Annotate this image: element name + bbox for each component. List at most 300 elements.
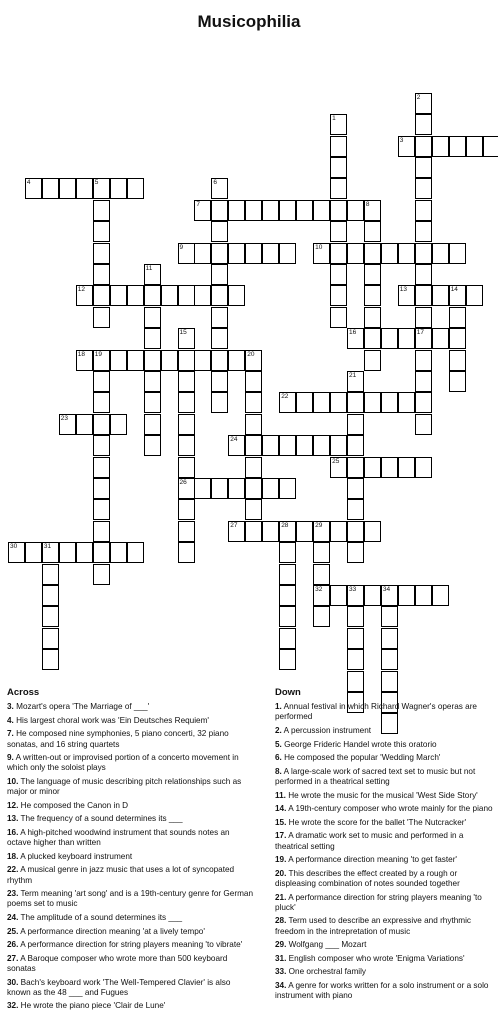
grid-cell[interactable] bbox=[178, 478, 195, 499]
grid-cell[interactable] bbox=[42, 649, 59, 670]
clue-text: He wrote the score for the ballet 'The Nutcracker' bbox=[286, 817, 467, 827]
grid-cell[interactable] bbox=[313, 243, 330, 264]
grid-cell[interactable] bbox=[381, 585, 398, 606]
grid-cell[interactable] bbox=[279, 435, 296, 456]
grid-cell[interactable] bbox=[330, 264, 347, 285]
grid-cell[interactable] bbox=[211, 371, 228, 392]
grid-cell[interactable] bbox=[93, 457, 110, 478]
clue-number: 6 bbox=[213, 179, 218, 187]
grid-cell[interactable] bbox=[211, 243, 228, 264]
grid-cell[interactable] bbox=[364, 243, 381, 264]
grid-cell[interactable] bbox=[449, 243, 466, 264]
grid-cell[interactable] bbox=[194, 200, 211, 221]
grid-cell[interactable] bbox=[110, 285, 127, 306]
grid-cell[interactable] bbox=[245, 200, 262, 221]
grid-cell[interactable] bbox=[93, 435, 110, 456]
grid-cell[interactable] bbox=[330, 392, 347, 413]
grid-cell[interactable] bbox=[330, 435, 347, 456]
down-clue bbox=[275, 981, 495, 1001]
down-clue bbox=[275, 893, 495, 913]
grid-cell[interactable] bbox=[93, 307, 110, 328]
grid-cell[interactable] bbox=[228, 478, 245, 499]
clue-text: Wolfgang ___ Mozart bbox=[286, 940, 367, 950]
clue-number: 3 bbox=[399, 136, 404, 144]
grid-cell[interactable] bbox=[415, 93, 432, 114]
grid-cell[interactable] bbox=[347, 371, 364, 392]
grid-cell[interactable] bbox=[364, 328, 381, 349]
clue-number: 29 bbox=[315, 521, 323, 529]
grid-cell[interactable] bbox=[228, 200, 245, 221]
grid-cell[interactable] bbox=[211, 221, 228, 242]
clue-label: 19. bbox=[275, 855, 287, 865]
across-clue bbox=[7, 828, 255, 848]
grid-cell[interactable] bbox=[415, 350, 432, 371]
grid-cell[interactable] bbox=[110, 542, 127, 563]
clue-number: 8 bbox=[365, 200, 370, 208]
across-clue bbox=[7, 889, 255, 909]
grid-cell[interactable] bbox=[415, 414, 432, 435]
grid-cell[interactable] bbox=[245, 392, 262, 413]
grid-cell[interactable] bbox=[262, 243, 279, 264]
grid-cell[interactable] bbox=[347, 243, 364, 264]
grid-cell[interactable] bbox=[415, 285, 432, 306]
grid-cell[interactable] bbox=[381, 392, 398, 413]
clue-number: 33 bbox=[349, 586, 357, 593]
across-clue bbox=[7, 852, 255, 862]
grid-cell[interactable] bbox=[330, 114, 347, 135]
grid-cell[interactable] bbox=[211, 200, 228, 221]
grid-cell[interactable] bbox=[381, 628, 398, 649]
grid-cell[interactable] bbox=[127, 178, 144, 199]
grid-cell[interactable] bbox=[194, 285, 211, 306]
grid-cell[interactable] bbox=[415, 457, 432, 478]
grid-cell[interactable] bbox=[144, 392, 161, 413]
grid-cell[interactable] bbox=[279, 628, 296, 649]
grid-cell[interactable] bbox=[110, 414, 127, 435]
clue-number: 16 bbox=[349, 329, 357, 337]
down-clue bbox=[275, 791, 495, 801]
clue-number: 2 bbox=[416, 93, 421, 101]
grid-cell[interactable] bbox=[93, 264, 110, 285]
grid-cell[interactable] bbox=[59, 414, 76, 435]
grid-cell[interactable] bbox=[178, 542, 195, 563]
grid-cell[interactable] bbox=[398, 328, 415, 349]
grid-cell[interactable] bbox=[313, 392, 330, 413]
grid-cell[interactable] bbox=[347, 585, 364, 606]
grid-cell[interactable] bbox=[449, 328, 466, 349]
grid-cell[interactable] bbox=[42, 542, 59, 563]
grid-cell[interactable] bbox=[279, 243, 296, 264]
grid-cell[interactable] bbox=[93, 478, 110, 499]
grid-cell[interactable] bbox=[76, 178, 93, 199]
grid-cell[interactable] bbox=[296, 435, 313, 456]
grid-cell[interactable] bbox=[313, 606, 330, 627]
clue-text: A written-out or improvised portion of a concerto movement in which only the soloist plays bbox=[7, 753, 239, 773]
grid-cell[interactable] bbox=[245, 243, 262, 264]
across-clue bbox=[7, 954, 255, 974]
grid-cell[interactable] bbox=[93, 371, 110, 392]
grid-cell[interactable] bbox=[25, 178, 42, 199]
grid-cell[interactable] bbox=[211, 392, 228, 413]
grid-cell[interactable] bbox=[381, 606, 398, 627]
clue-text: He composed the popular 'Wedding March' bbox=[281, 753, 441, 763]
across-clue bbox=[7, 865, 255, 885]
clue-text: Bach's keyboard work 'The Well-Tempered Clavier' is also known as the 48 ___ and Fugues bbox=[7, 977, 231, 997]
grid-cell[interactable] bbox=[144, 435, 161, 456]
across-heading: Across bbox=[7, 687, 40, 698]
grid-cell[interactable] bbox=[76, 285, 93, 306]
down-clue bbox=[275, 767, 495, 787]
grid-cell[interactable] bbox=[211, 178, 228, 199]
grid-cell[interactable] bbox=[59, 178, 76, 199]
grid-cell[interactable] bbox=[330, 307, 347, 328]
grid-cell[interactable] bbox=[364, 307, 381, 328]
grid-cell[interactable] bbox=[364, 221, 381, 242]
clue-number: 18 bbox=[77, 350, 86, 358]
clue-label: 24. bbox=[7, 912, 19, 922]
grid-cell[interactable] bbox=[398, 392, 415, 413]
grid-cell[interactable] bbox=[178, 435, 195, 456]
clue-number: 19 bbox=[94, 350, 103, 358]
grid-cell[interactable] bbox=[347, 392, 364, 413]
grid-cell[interactable] bbox=[330, 221, 347, 242]
clue-number: 17 bbox=[416, 329, 425, 337]
grid-cell[interactable] bbox=[398, 136, 415, 157]
grid-cell[interactable] bbox=[415, 178, 432, 199]
grid-cell[interactable] bbox=[211, 328, 228, 349]
grid-cell[interactable] bbox=[245, 478, 262, 499]
grid-cell[interactable] bbox=[76, 350, 93, 371]
clue-text: A 19th-century composer who wrote mainly for the piano bbox=[286, 804, 493, 814]
grid-cell[interactable] bbox=[330, 521, 347, 542]
down-clue bbox=[275, 940, 495, 950]
grid-cell[interactable] bbox=[296, 392, 313, 413]
grid-cell[interactable] bbox=[279, 649, 296, 670]
clue-text: Mozart's opera 'The Marriage of ___' bbox=[13, 702, 150, 712]
grid-cell[interactable] bbox=[330, 457, 347, 478]
grid-cell[interactable] bbox=[211, 285, 228, 306]
grid-cell[interactable] bbox=[42, 178, 59, 199]
grid-cell[interactable] bbox=[364, 457, 381, 478]
grid-cell[interactable] bbox=[432, 136, 449, 157]
grid-cell[interactable] bbox=[398, 585, 415, 606]
grid-cell[interactable] bbox=[449, 350, 466, 371]
grid-cell[interactable] bbox=[127, 350, 144, 371]
grid-cell[interactable] bbox=[8, 542, 25, 563]
clue-text: The language of music describing pitch relationships such as major or minor bbox=[7, 776, 242, 797]
grid-cell[interactable] bbox=[42, 585, 59, 606]
grid-cell[interactable] bbox=[415, 114, 432, 135]
grid-cell[interactable] bbox=[42, 564, 59, 585]
clue-text: One orchestral family bbox=[286, 967, 367, 977]
grid-cell[interactable] bbox=[161, 285, 178, 306]
grid-cell[interactable] bbox=[330, 136, 347, 157]
grid-cell[interactable] bbox=[398, 243, 415, 264]
grid-cell[interactable] bbox=[194, 478, 211, 499]
grid-cell[interactable] bbox=[415, 264, 432, 285]
grid-cell[interactable] bbox=[211, 350, 228, 371]
grid-cell[interactable] bbox=[93, 414, 110, 435]
grid-cell[interactable] bbox=[313, 585, 330, 606]
grid-cell[interactable] bbox=[228, 435, 245, 456]
grid-cell[interactable] bbox=[330, 157, 347, 178]
clue-text: He wrote the music for the musical 'West Side Story' bbox=[285, 790, 478, 800]
clue-number: 1 bbox=[332, 115, 336, 123]
clue-text: A Baroque composer who wrote more than 500 keyboard sonatas bbox=[7, 953, 228, 973]
grid-cell[interactable] bbox=[313, 521, 330, 542]
grid-cell[interactable] bbox=[364, 285, 381, 306]
grid-cell[interactable] bbox=[144, 264, 161, 285]
grid-cell[interactable] bbox=[211, 307, 228, 328]
clue-label: 6. bbox=[275, 753, 282, 763]
grid-cell[interactable] bbox=[144, 414, 161, 435]
grid-cell[interactable] bbox=[93, 521, 110, 542]
grid-cell[interactable] bbox=[262, 200, 279, 221]
grid-cell[interactable] bbox=[245, 457, 262, 478]
grid-cell[interactable] bbox=[415, 157, 432, 178]
across-clue bbox=[7, 913, 255, 923]
grid-cell[interactable] bbox=[245, 371, 262, 392]
grid-cell[interactable] bbox=[178, 350, 195, 371]
grid-cell[interactable] bbox=[279, 200, 296, 221]
grid-cell[interactable] bbox=[381, 243, 398, 264]
grid-cell[interactable] bbox=[432, 285, 449, 306]
grid-cell[interactable] bbox=[381, 457, 398, 478]
down-clue bbox=[275, 740, 495, 750]
clue-number: 32 bbox=[315, 586, 323, 593]
grid-cell[interactable] bbox=[178, 392, 195, 413]
grid-cell[interactable] bbox=[279, 478, 296, 499]
grid-cell[interactable] bbox=[279, 606, 296, 627]
grid-cell[interactable] bbox=[415, 200, 432, 221]
grid-cell[interactable] bbox=[76, 542, 93, 563]
grid-cell[interactable] bbox=[245, 521, 262, 542]
grid-cell[interactable] bbox=[245, 435, 262, 456]
grid-cell[interactable] bbox=[398, 285, 415, 306]
grid-cell[interactable] bbox=[347, 628, 364, 649]
grid-cell[interactable] bbox=[93, 178, 110, 199]
grid-cell[interactable] bbox=[449, 307, 466, 328]
grid-cell[interactable] bbox=[347, 328, 364, 349]
grid-cell[interactable] bbox=[178, 499, 195, 520]
grid-cell[interactable] bbox=[364, 350, 381, 371]
grid-cell[interactable] bbox=[296, 200, 313, 221]
grid-cell[interactable] bbox=[228, 243, 245, 264]
grid-cell[interactable] bbox=[449, 285, 466, 306]
grid-cell[interactable] bbox=[466, 285, 483, 306]
grid-cell[interactable] bbox=[330, 585, 347, 606]
grid-cell[interactable] bbox=[110, 178, 127, 199]
across-clue bbox=[7, 814, 255, 824]
grid-cell[interactable] bbox=[178, 285, 195, 306]
grid-cell[interactable] bbox=[161, 350, 178, 371]
grid-cell[interactable] bbox=[466, 136, 483, 157]
across-clue bbox=[7, 1001, 255, 1011]
grid-cell[interactable] bbox=[415, 328, 432, 349]
clue-text: A percussion instrument bbox=[281, 726, 372, 735]
grid-cell[interactable] bbox=[364, 392, 381, 413]
grid-cell[interactable] bbox=[330, 200, 347, 221]
grid-cell[interactable] bbox=[93, 285, 110, 306]
grid-cell[interactable] bbox=[313, 564, 330, 585]
grid-cell[interactable] bbox=[364, 585, 381, 606]
grid-cell[interactable] bbox=[178, 328, 195, 349]
grid-cell[interactable] bbox=[313, 542, 330, 563]
clue-number: 31 bbox=[43, 543, 52, 551]
grid-cell[interactable] bbox=[364, 264, 381, 285]
clue-text: A dramatic work set to music and performed in a theatrical setting bbox=[275, 831, 464, 851]
clue-label: 14. bbox=[275, 804, 287, 814]
grid-cell[interactable] bbox=[347, 414, 364, 435]
grid-cell[interactable] bbox=[228, 350, 245, 371]
grid-cell[interactable] bbox=[93, 499, 110, 520]
grid-cell[interactable] bbox=[432, 585, 449, 606]
grid-cell[interactable] bbox=[381, 328, 398, 349]
grid-cell[interactable] bbox=[347, 499, 364, 520]
grid-cell[interactable] bbox=[483, 136, 498, 157]
clue-label: 3. bbox=[7, 702, 14, 712]
clue-text: He wrote the piano piece 'Clair de Lune' bbox=[18, 1001, 166, 1011]
grid-cell[interactable] bbox=[211, 478, 228, 499]
grid-cell[interactable] bbox=[76, 414, 93, 435]
grid-cell[interactable] bbox=[432, 328, 449, 349]
grid-cell[interactable] bbox=[415, 371, 432, 392]
grid-cell[interactable] bbox=[228, 521, 245, 542]
grid-cell[interactable] bbox=[347, 478, 364, 499]
grid-cell[interactable] bbox=[178, 243, 195, 264]
grid-cell[interactable] bbox=[144, 371, 161, 392]
grid-cell[interactable] bbox=[347, 200, 364, 221]
grid-cell[interactable] bbox=[279, 521, 296, 542]
grid-cell[interactable] bbox=[347, 521, 364, 542]
grid-cell[interactable] bbox=[347, 606, 364, 627]
grid-cell[interactable] bbox=[347, 457, 364, 478]
clue-number: 15 bbox=[179, 329, 187, 337]
grid-cell[interactable] bbox=[364, 521, 381, 542]
grid-cell[interactable] bbox=[313, 200, 330, 221]
clue-label: 31. bbox=[275, 953, 287, 963]
clue-label: 28. bbox=[275, 916, 287, 926]
clue-label: 33. bbox=[275, 967, 287, 977]
grid-cell[interactable] bbox=[415, 136, 432, 157]
clue-number: 20 bbox=[247, 350, 255, 358]
clue-text: A musical genre in jazz music that uses a lot of syncopated rhythm bbox=[7, 865, 235, 885]
grid-cell[interactable] bbox=[127, 542, 144, 563]
grid-cell[interactable] bbox=[93, 564, 110, 585]
grid-cell[interactable] bbox=[279, 392, 296, 413]
grid-cell[interactable] bbox=[398, 457, 415, 478]
clue-label: 25. bbox=[7, 926, 19, 936]
grid-cell[interactable] bbox=[93, 542, 110, 563]
grid-cell[interactable] bbox=[144, 328, 161, 349]
grid-cell[interactable] bbox=[178, 521, 195, 542]
grid-cell[interactable] bbox=[330, 285, 347, 306]
grid-cell[interactable] bbox=[110, 350, 127, 371]
grid-cell[interactable] bbox=[364, 200, 381, 221]
grid-cell[interactable] bbox=[245, 350, 262, 371]
grid-cell[interactable] bbox=[194, 243, 211, 264]
grid-cell[interactable] bbox=[381, 649, 398, 670]
grid-cell[interactable] bbox=[245, 499, 262, 520]
grid-cell[interactable] bbox=[347, 435, 364, 456]
grid-cell[interactable] bbox=[449, 136, 466, 157]
clue-text: The amplitude of a sound determines its ___ bbox=[18, 912, 183, 922]
down-clue bbox=[275, 726, 495, 736]
grid-cell[interactable] bbox=[245, 414, 262, 435]
grid-cell[interactable] bbox=[42, 628, 59, 649]
grid-cell[interactable] bbox=[178, 457, 195, 478]
clue-number: 4 bbox=[26, 179, 31, 187]
grid-cell[interactable] bbox=[330, 178, 347, 199]
grid-cell[interactable] bbox=[262, 521, 279, 542]
grid-cell[interactable] bbox=[93, 200, 110, 221]
grid-cell[interactable] bbox=[279, 542, 296, 563]
grid-cell[interactable] bbox=[127, 285, 144, 306]
grid-cell[interactable] bbox=[296, 521, 313, 542]
grid-cell[interactable] bbox=[313, 435, 330, 456]
clue-label: 21. bbox=[275, 892, 287, 902]
grid-cell[interactable] bbox=[144, 307, 161, 328]
grid-cell[interactable] bbox=[347, 649, 364, 670]
grid-cell[interactable] bbox=[211, 264, 228, 285]
grid-cell[interactable] bbox=[178, 414, 195, 435]
grid-cell[interactable] bbox=[449, 371, 466, 392]
down-heading: Down bbox=[275, 687, 301, 698]
grid-cell[interactable] bbox=[432, 243, 449, 264]
grid-cell[interactable] bbox=[93, 221, 110, 242]
clue-text: The frequency of a sound determines its ___ bbox=[18, 814, 183, 824]
grid-cell[interactable] bbox=[194, 350, 211, 371]
grid-cell[interactable] bbox=[93, 350, 110, 371]
grid-cell[interactable] bbox=[279, 585, 296, 606]
grid-cell[interactable] bbox=[42, 606, 59, 627]
down-clue bbox=[275, 753, 495, 763]
clue-number: 12 bbox=[77, 286, 86, 294]
grid-cell[interactable] bbox=[415, 392, 432, 413]
clue-text: Term used to describe an expressive and rhythmic freedom in the intrepretation of music bbox=[275, 916, 471, 936]
across-clue bbox=[7, 753, 255, 773]
down-clue bbox=[275, 869, 495, 889]
grid-cell[interactable] bbox=[59, 542, 76, 563]
grid-cell[interactable] bbox=[25, 542, 42, 563]
across-clue bbox=[7, 927, 255, 937]
clue-label: 8. bbox=[275, 766, 282, 776]
grid-cell[interactable] bbox=[144, 350, 161, 371]
grid-cell[interactable] bbox=[347, 542, 364, 563]
grid-cell[interactable] bbox=[279, 564, 296, 585]
grid-cell[interactable] bbox=[93, 243, 110, 264]
clue-label: 10. bbox=[7, 776, 19, 786]
grid-cell[interactable] bbox=[415, 585, 432, 606]
clue-number: 23 bbox=[60, 414, 69, 422]
grid-cell[interactable] bbox=[93, 392, 110, 413]
across-clue bbox=[7, 801, 255, 811]
clue-text: A genre for works written for a solo instrument or a solo instrument with piano bbox=[275, 980, 489, 1001]
grid-cell[interactable] bbox=[415, 307, 432, 328]
grid-cell[interactable] bbox=[228, 285, 245, 306]
grid-cell[interactable] bbox=[144, 285, 161, 306]
grid-cell[interactable] bbox=[330, 243, 347, 264]
grid-cell[interactable] bbox=[415, 243, 432, 264]
down-clue-list bbox=[275, 702, 495, 1001]
grid-cell[interactable] bbox=[262, 478, 279, 499]
grid-cell[interactable] bbox=[262, 435, 279, 456]
grid-cell[interactable] bbox=[178, 371, 195, 392]
grid-cell[interactable] bbox=[415, 221, 432, 242]
clue-number: 21 bbox=[349, 372, 357, 379]
clue-number: 30 bbox=[10, 543, 18, 551]
clue-label: 27. bbox=[7, 953, 19, 963]
